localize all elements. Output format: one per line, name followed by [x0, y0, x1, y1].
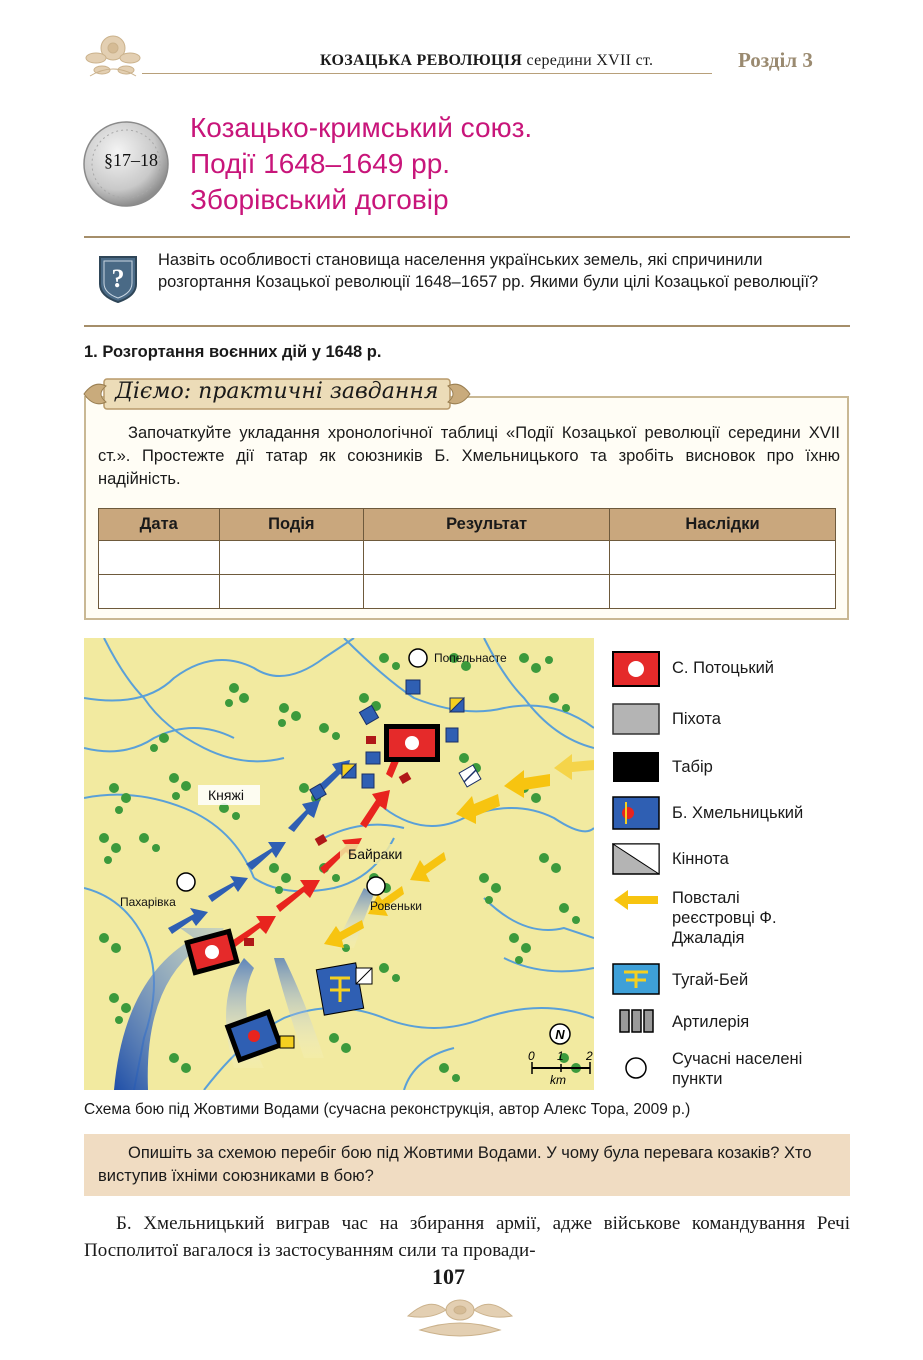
chronology-table: [98, 508, 836, 609]
practical-text-body: Започаткуйте укладання хронологічної таблиці «Події Козацької революції середини XVII ст.». Простежте дії татар як союзників Б. Хмельницького та зробіть висновок про їхню надійність.: [98, 424, 840, 488]
table-header-result: Результат: [364, 509, 610, 541]
table-cell: [99, 541, 220, 575]
body-paragraph-text: Б. Хмельницький виграв час на збирання армії, адже військове командування Речі Посполитої вагалося із застосуванням сили та провади-: [84, 1213, 850, 1261]
potocki-camp-north-icon: [384, 724, 440, 762]
place-label-popelnaste: Попельнасте: [434, 651, 507, 665]
artillery-icon: [620, 1010, 653, 1032]
question-top-rule: [84, 236, 850, 238]
lesson-title-line: Зборівський договір: [190, 184, 449, 215]
compass-icon: [550, 1024, 570, 1044]
legend-label-artillery: Артилерія: [672, 1013, 750, 1031]
cavalry-icon: [613, 844, 659, 874]
corner-ornament-icon: [80, 26, 146, 82]
legend-label-dzhalaliy: Повсталі реєстровці Ф. Джаладія: [672, 889, 777, 947]
paragraph-number: §17–18: [104, 150, 158, 170]
potocki-flag-icon: [613, 652, 659, 686]
table-header-date: Дата: [99, 509, 220, 541]
legend-label-infantry: Піхота: [672, 710, 721, 728]
legend-label-khmelnytsky: Б. Хмельницький: [672, 804, 804, 822]
map-caption: Схема бою під Жовтими Водами (сучасна реконструкція, автор Алекс Тора, 2009 р.): [84, 1101, 691, 1118]
practical-banner-title: Діємо: практичні завдання: [115, 379, 439, 404]
table-header-consequences: Наслідки: [610, 509, 836, 541]
legend-label-cavalry: Кіннота: [672, 850, 729, 868]
tugai-bey-flag-icon: [613, 964, 659, 994]
footer-ornament-icon: [400, 1286, 520, 1346]
scale-tick: 0: [528, 1049, 535, 1063]
table-header-row: [99, 509, 836, 541]
chapter-title-rest: середини XVII ст.: [526, 52, 654, 69]
header-rule: [142, 73, 712, 74]
place-label-bairaky: Байраки: [348, 846, 403, 862]
table-cell: [219, 575, 364, 609]
place-label-pakharivka: Пахарівка: [120, 895, 176, 909]
table-cell: [219, 541, 364, 575]
chapter-title-bold: КОЗАЦЬКА РЕВОЛЮЦІЯ: [320, 52, 523, 69]
table-cell: [364, 541, 610, 575]
scale-tick: 1: [557, 1049, 564, 1063]
section-heading: 1. Розгортання воєнних дій у 1648 р.: [84, 343, 382, 361]
section-label: Розділ 3: [738, 48, 813, 72]
table-cell: [610, 541, 836, 575]
legend-label-settlements: Сучасні населені пункти: [672, 1050, 803, 1088]
practical-text: [98, 422, 840, 491]
infantry-icon: [613, 704, 659, 734]
task-text: [98, 1142, 838, 1188]
yellow-arrow-icon: [614, 890, 658, 910]
scale-unit: km: [550, 1073, 566, 1087]
svg-text:?: ?: [111, 264, 125, 293]
legend-icons: [612, 650, 662, 1090]
page-number: 107: [432, 1264, 465, 1289]
scale-tick: 2: [586, 1049, 593, 1063]
place-label-knyazhi: Княжі: [208, 787, 244, 803]
lesson-title: [190, 110, 532, 218]
body-paragraph: [84, 1210, 850, 1264]
battle-map: [84, 638, 594, 1090]
legend-label-camp: Табір: [672, 758, 713, 776]
lesson-title-line: Козацько-кримський союз.: [190, 112, 533, 143]
table-row: [99, 541, 836, 575]
question-bottom-rule: [84, 325, 850, 327]
table-row: [99, 575, 836, 609]
place-label-rovenky: Ровеньки: [370, 899, 422, 913]
camp-icon: [613, 752, 659, 782]
legend-label-potocki: С. Потоцький: [672, 659, 775, 677]
compass-label: N: [555, 1027, 565, 1042]
task-text-body: Опишіть за схемою перебіг бою під Жовтими Водами. У чому була перевага козаків? Хто виступив їхніми союзниками в бою?: [98, 1144, 812, 1185]
table-cell: [610, 575, 836, 609]
chapter-title: [320, 52, 653, 70]
table-header-event: Подія: [219, 509, 364, 541]
legend-label-tugai-bey: Тугай-Бей: [672, 971, 749, 989]
lesson-title-line: Події 1648–1649 рр.: [190, 148, 451, 179]
khmelnytsky-flag-icon: [613, 797, 659, 829]
question-text: Назвіть особливості становища населення українських земель, які спричинили розгортання Козацької революції 1648–1657 рр. Якими були цілі Козацької революції?: [158, 251, 819, 291]
table-cell: [99, 575, 220, 609]
table-cell: [364, 575, 610, 609]
question-shield-icon: [97, 254, 139, 304]
settlement-icon: [626, 1058, 646, 1078]
